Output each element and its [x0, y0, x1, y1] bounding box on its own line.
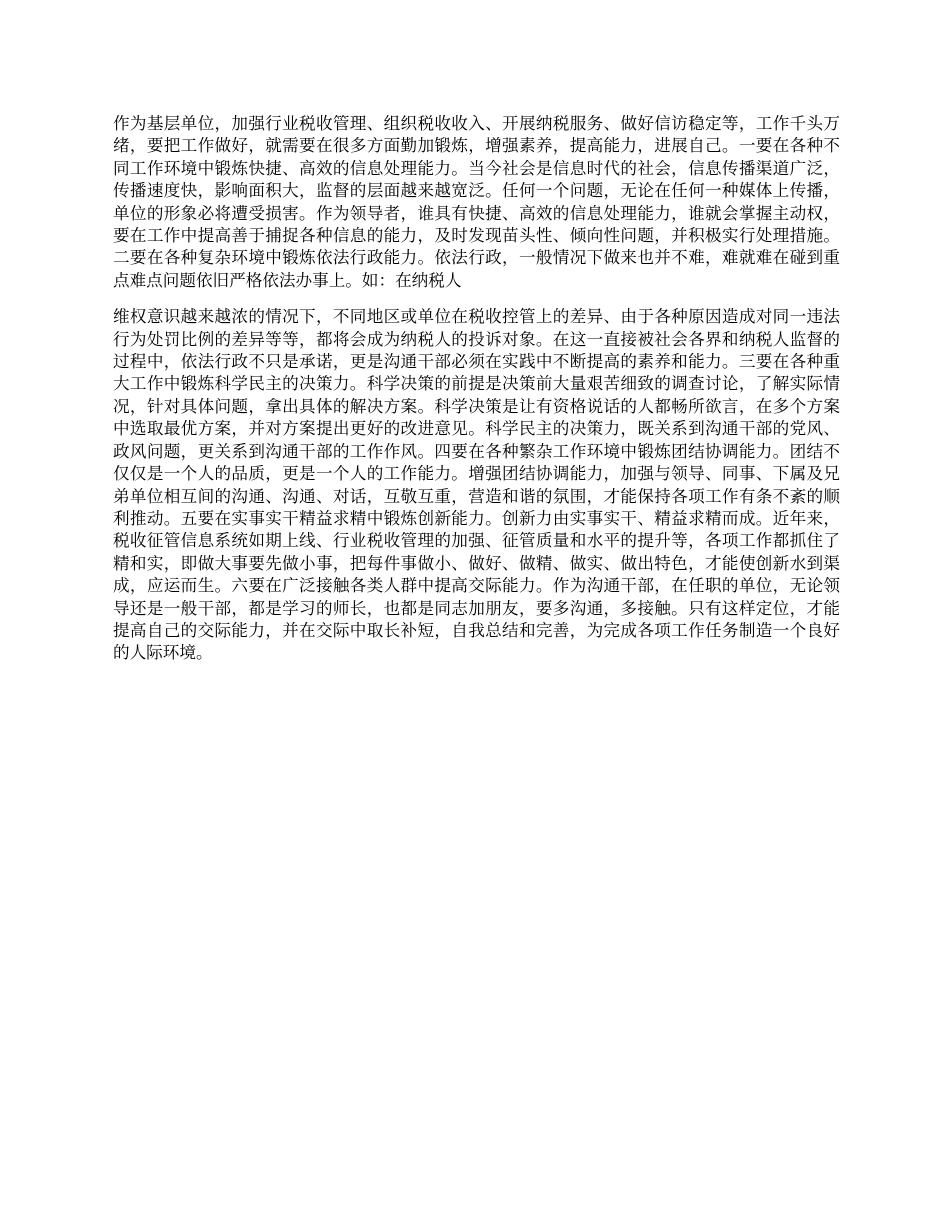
document-body	[113, 113, 840, 665]
paragraph-2: 维权意识越来越浓的情况下，不同地区或单位在税收控管上的差异、由于各种原因造成对同一违法行为处罚比例的差异等等，都将会成为纳税人的投诉对象。在这一直接被社会各界和纳税人监督的过程中，依法行政不只是承诺，更是沟通干部必须在实践中不断提高的素养和能力。三要在各种重大工作中锻炼科学民主的决策力。科学决策的前提是决策前大量艰苦细致的调查讨论，了解实际情况，针对具体问题，拿出具体的解决方案。科学决策是让有资格说话的人都畅所欲言，在多个方案中选取最优方案，并对方案提出更好的改进意见。科学民主的决策力，既关系到沟通干部的党风、政风问题，更关系到沟通干部的工作作风。四要在各种繁杂工作环境中锻炼团结协调能力。团结不仅仅是一个人的品质，更是一个人的工作能力。增强团结协调能力，加强与领导、同事、下属及兄弟单位相互间的沟通、沟通、对话，互敬互重，营造和谐的氛围，才能保持各项工作有条不紊的顺利推动。五要在实事实干精益求精中锻炼创新能力。创新力由实事实干、精益求精而成。近年来，税收征管信息系统如期上线、行业税收管理的加强、征管质量和水平的提升等，各项工作都抓住了精和实，即做大事要先做小事，把每件事做小、做好、做精、做实、做出特色，才能使创新水到渠成，应运而生。六要在广泛接触各类人群中提高交际能力。作为沟通干部，在任职的单位，无论领导还是一般干部，都是学习的师长，也都是同志加朋友，要多沟通，多接触。只有这样定位，才能提高自己的交际能力，并在交际中取长补短，自我总结和完善，为完成各项工作任务制造一个良好的人际环境。	[113, 307, 840, 663]
paragraph-1: 作为基层单位，加强行业税收管理、组织税收收入、开展纳税服务、做好信访稳定等，工作千头万绪，要把工作做好，就需要在很多方面勤加锻炼，增强素养，提高能力，进展自己。一要在各种不同工作环境中锻炼快捷、高效的信息处理能力。当今社会是信息时代的社会，信息传播渠道广泛，传播速度快，影响面积大，监督的层面越来越宽泛。任何一个问题，无论在任何一种媒体上传播，单位的形象必将遭受损害。作为领导者，谁具有快捷、高效的信息处理能力，谁就会掌握主动权，要在工作中提高善于捕捉各种信息的能力，及时发现苗头性、倾向性问题，并积极实行处理措施。二要在各种复杂环境中锻炼依法行政能力。依法行政，一般情况下做来也并不难，难就难在碰到重点难点问题依旧严格依法办事上。如：在纳税人	[113, 114, 840, 290]
